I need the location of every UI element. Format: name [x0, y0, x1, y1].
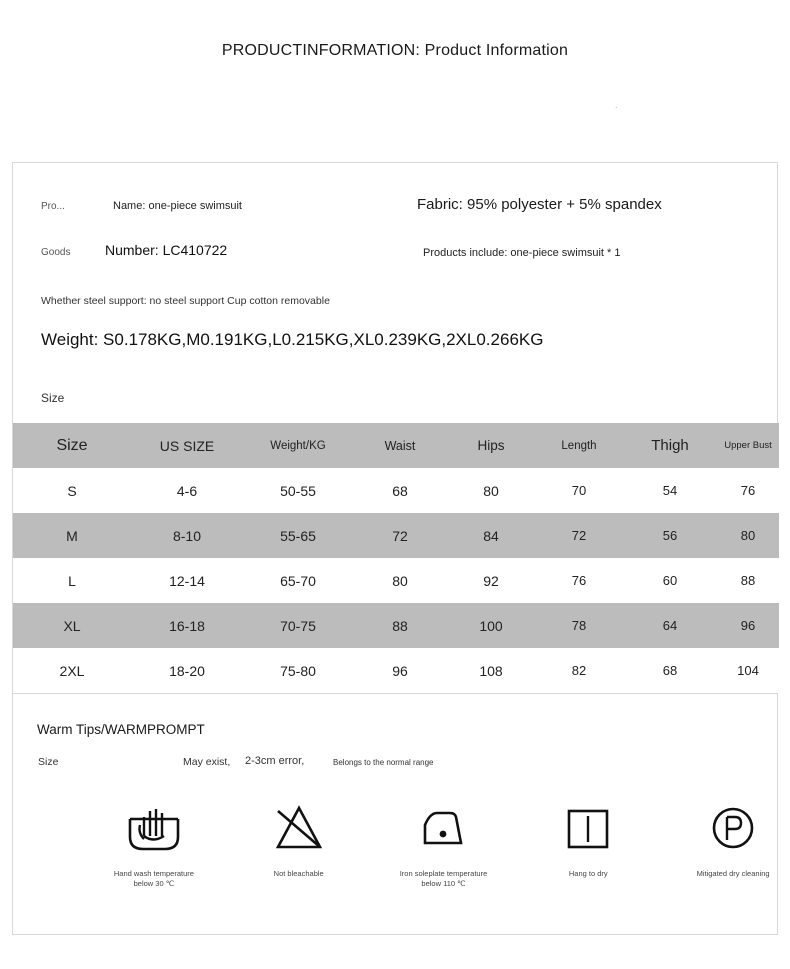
- no-bleach-icon: [253, 799, 345, 857]
- cell-hips: 80: [447, 468, 535, 513]
- cell-upper-bust: 88: [717, 558, 779, 603]
- cell-size: XL: [13, 603, 131, 648]
- cell-length: 82: [535, 648, 623, 693]
- tolerance-may-exist: May exist,: [183, 756, 231, 768]
- care-caption: Hand wash temperature below 30 ℃: [113, 869, 194, 889]
- table-row: [13, 558, 779, 603]
- care-item-iron: [398, 799, 490, 889]
- cell-weight: 65-70: [243, 558, 353, 603]
- table-row: [13, 468, 779, 513]
- care-icon-row: [13, 799, 779, 889]
- column-header-waist: Waist: [353, 423, 447, 468]
- care-caption: Mitigated dry cleaning: [696, 869, 770, 878]
- size-chart-table: [13, 423, 779, 693]
- cell-thigh: 56: [623, 513, 717, 558]
- tolerance-size-word: Size: [38, 756, 59, 768]
- page-title: PRODUCTINFORMATION: Product Information: [221, 42, 569, 59]
- hand-wash-icon: [108, 799, 200, 857]
- cell-size: L: [13, 558, 131, 603]
- cell-waist: 80: [353, 558, 447, 603]
- table-header-row: [13, 423, 779, 468]
- corner-mark: .: [615, 100, 618, 110]
- cell-upper-bust: 76: [717, 468, 779, 513]
- size-section-label: Size: [41, 391, 65, 405]
- cell-size: S: [13, 468, 131, 513]
- cell-waist: 68: [353, 468, 447, 513]
- cell-waist: 96: [353, 648, 447, 693]
- tolerance-normal-note: Belongs to the normal range: [333, 758, 434, 767]
- cell-weight: 70-75: [243, 603, 353, 648]
- cell-hips: 100: [447, 603, 535, 648]
- cell-length: 76: [535, 558, 623, 603]
- cell-us-size: 16-18: [131, 603, 243, 648]
- column-header-weight: Weight/KG: [243, 423, 353, 468]
- hang-dry-icon: [542, 799, 634, 857]
- cell-waist: 72: [353, 513, 447, 558]
- warm-tips-section: [13, 693, 777, 934]
- column-header-hips: Hips: [447, 423, 535, 468]
- care-item-hang-dry: [542, 799, 634, 889]
- cell-length: 72: [535, 513, 623, 558]
- care-item-hand-wash: [108, 799, 200, 889]
- cell-us-size: 12-14: [131, 558, 243, 603]
- fabric-composition: Fabric: 95% polyester + 5% spandex: [417, 196, 662, 213]
- cell-upper-bust: 80: [717, 513, 779, 558]
- table-row: [13, 603, 779, 648]
- cell-length: 70: [535, 468, 623, 513]
- cell-waist: 88: [353, 603, 447, 648]
- cell-thigh: 68: [623, 648, 717, 693]
- column-header-upper-bust: Upper Bust: [717, 423, 779, 468]
- cell-weight: 55-65: [243, 513, 353, 558]
- product-includes: Products include: one-piece swimsuit * 1: [423, 247, 621, 259]
- cell-hips: 92: [447, 558, 535, 603]
- label-product: Pro...: [41, 201, 65, 212]
- care-item-no-bleach: [253, 799, 345, 889]
- product-name: Name: one-piece swimsuit: [113, 200, 242, 212]
- cell-size: 2XL: [13, 648, 131, 693]
- column-header-thigh: Thigh: [623, 423, 717, 468]
- table-row: [13, 648, 779, 693]
- cell-us-size: 8-10: [131, 513, 243, 558]
- warm-tips-title: Warm Tips/WARMPROMPT: [37, 722, 205, 737]
- cell-hips: 108: [447, 648, 535, 693]
- cell-upper-bust: 104: [717, 648, 779, 693]
- product-info-card: [12, 162, 778, 935]
- product-number: Number: LC410722: [105, 242, 228, 258]
- care-item-dry-clean: [687, 799, 779, 889]
- cell-us-size: 18-20: [131, 648, 243, 693]
- cell-thigh: 60: [623, 558, 717, 603]
- cell-length: 78: [535, 603, 623, 648]
- care-caption: Iron soleplate temperature below 110 ℃: [399, 869, 488, 889]
- cell-thigh: 54: [623, 468, 717, 513]
- dry-clean-p-icon: [687, 799, 779, 857]
- steel-support-note: Whether steel support: no steel support Cup cotton removable: [41, 295, 330, 307]
- tolerance-error: 2-3cm error,: [245, 755, 305, 767]
- cell-hips: 84: [447, 513, 535, 558]
- label-goods: Goods: [41, 247, 71, 258]
- column-header-size: Size: [13, 423, 131, 468]
- cell-upper-bust: 96: [717, 603, 779, 648]
- cell-weight: 75-80: [243, 648, 353, 693]
- care-caption: Not bleachable: [273, 869, 324, 878]
- column-header-length: Length: [535, 423, 623, 468]
- care-caption: Hang to dry: [568, 869, 608, 878]
- info-block: [13, 163, 777, 423]
- cell-thigh: 64: [623, 603, 717, 648]
- weight-by-size: Weight: S0.178KG,M0.191KG,L0.215KG,XL0.239KG,2XL0.266KG: [41, 330, 544, 349]
- column-header-us-size: US SIZE: [131, 423, 243, 468]
- iron-icon: [398, 799, 490, 857]
- cell-weight: 50-55: [243, 468, 353, 513]
- table-row: [13, 513, 779, 558]
- cell-size: M: [13, 513, 131, 558]
- cell-us-size: 4-6: [131, 468, 243, 513]
